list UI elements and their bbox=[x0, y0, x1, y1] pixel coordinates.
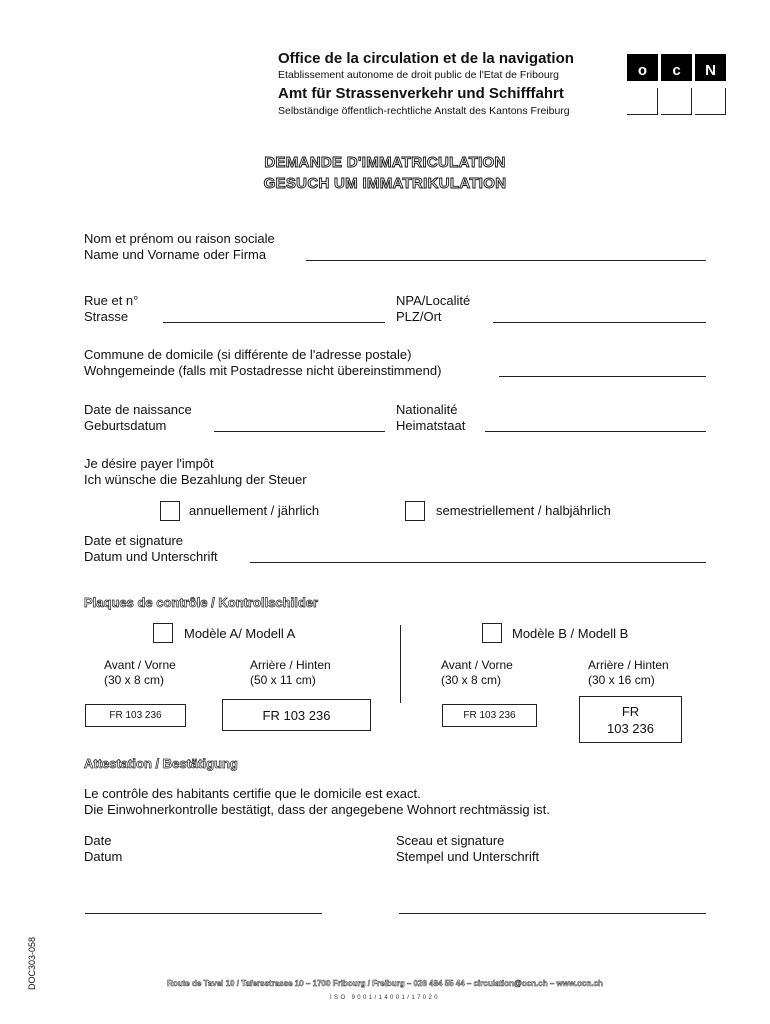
b-front-label: Avant / Vorne bbox=[441, 658, 513, 672]
a-front-size: (30 x 8 cm) bbox=[104, 673, 165, 687]
plates-divider bbox=[400, 625, 401, 703]
b-rear-label: Arrière / Hinten bbox=[588, 658, 669, 672]
footer-address: Route de Tavel 10 / Tafersstrasse 10 – 1700 Fribourg / Freiburg – 026 484 55 44 – circulation@ocn.ch – www.ocn.ch bbox=[167, 979, 603, 988]
commune-input-line[interactable] bbox=[499, 376, 706, 377]
npa-input-line[interactable] bbox=[493, 322, 706, 323]
seal-label-fr: Sceau et signature bbox=[396, 833, 505, 848]
logo-cell bbox=[695, 88, 726, 115]
seal-input-line[interactable] bbox=[399, 913, 706, 914]
plate-a-rear-text: FR 103 236 bbox=[262, 707, 331, 723]
name-input-line[interactable] bbox=[306, 260, 706, 261]
birthdate-label-fr: Date de naissance bbox=[84, 402, 192, 417]
org-name-de: Amt für Strassenverkehr und Schifffahrt bbox=[278, 85, 564, 102]
street-label-fr: Rue et n° bbox=[84, 293, 139, 308]
commune-label-de: Wohngemeinde (falls mit Postadresse nicht übereinstimmend) bbox=[84, 363, 442, 378]
attestation-heading: Attestation / Bestätigung bbox=[84, 756, 238, 771]
commune-label-fr: Commune de domicile (si différente de l'adresse postale) bbox=[84, 347, 412, 362]
nationality-label-de: Heimatstaat bbox=[396, 418, 466, 433]
plate-a-front-text: FR 103 236 bbox=[109, 710, 162, 721]
model-b-checkbox[interactable] bbox=[482, 623, 502, 643]
model-a-label: Modèle A/ Modell A bbox=[184, 626, 296, 641]
plate-b-rear-line1: FR bbox=[621, 703, 640, 719]
signature-input-line[interactable] bbox=[250, 562, 706, 563]
date-input-line[interactable] bbox=[85, 913, 322, 914]
npa-label-fr: NPA/Localité bbox=[396, 293, 471, 308]
b-rear-size: (30 x 16 cm) bbox=[588, 673, 655, 687]
annual-checkbox[interactable] bbox=[160, 501, 180, 521]
seal-label-de: Stempel und Unterschrift bbox=[396, 849, 540, 864]
plate-b-rear-line2: 103 236 bbox=[607, 720, 654, 736]
org-subtitle-de: Selbständige öffentlich-rechtliche Anstalt des Kantons Freiburg bbox=[278, 105, 570, 117]
model-b-label: Modèle B / Modell B bbox=[512, 626, 629, 641]
footer-iso: ISO 9001/14001/17020 bbox=[329, 995, 441, 1001]
nationality-input-line[interactable] bbox=[485, 431, 706, 432]
model-a-checkbox[interactable] bbox=[153, 623, 173, 643]
plate-b-rear bbox=[579, 696, 682, 743]
logo-letter-c: c bbox=[661, 54, 692, 81]
signature-label-fr: Date et signature bbox=[84, 533, 184, 548]
plate-b-front bbox=[442, 704, 537, 727]
semiannual-label: semestriellement / halbjährlich bbox=[436, 503, 611, 518]
tax-label-fr: Je désire payer l'impôt bbox=[84, 456, 214, 471]
nationality-label-fr: Nationalité bbox=[396, 402, 458, 417]
semiannual-checkbox[interactable] bbox=[405, 501, 425, 521]
form-title-fr: DEMANDE D'IMMATRICULATION bbox=[264, 154, 506, 171]
date-label-fr: Date bbox=[84, 833, 112, 848]
birthdate-label-de: Geburtsdatum bbox=[84, 418, 167, 433]
street-input-line[interactable] bbox=[163, 322, 385, 323]
plates-heading: Plaques de contrôle / Kontrollschilder bbox=[84, 595, 319, 610]
a-front-label: Avant / Vorne bbox=[104, 658, 176, 672]
street-label-de: Strasse bbox=[84, 309, 129, 324]
plate-a-front bbox=[85, 704, 186, 727]
signature-label-de: Datum und Unterschrift bbox=[84, 549, 218, 564]
a-rear-label: Arrière / Hinten bbox=[250, 658, 331, 672]
name-label-fr: Nom et prénom ou raison sociale bbox=[84, 231, 275, 246]
attestation-text-fr: Le contrôle des habitants certifie que le domicile est exact. bbox=[84, 786, 421, 801]
annual-label: annuellement / jährlich bbox=[189, 503, 320, 518]
logo-cell bbox=[661, 88, 692, 115]
logo-letter-n: N bbox=[695, 54, 726, 81]
tax-label-de: Ich wünsche die Bezahlung der Steuer bbox=[84, 472, 307, 487]
date-label-de: Datum bbox=[84, 849, 123, 864]
document-number: DOC303-058 bbox=[27, 936, 37, 990]
form-title-de: GESUCH UM IMMATRIKULATION bbox=[263, 175, 507, 192]
logo-letter-o: o bbox=[627, 54, 658, 81]
plate-a-rear bbox=[222, 699, 371, 731]
org-name-fr: Office de la circulation et de la navigation bbox=[278, 50, 574, 67]
b-front-size: (30 x 8 cm) bbox=[441, 673, 502, 687]
npa-label-de: PLZ/Ort bbox=[396, 309, 442, 324]
birthdate-input-line[interactable] bbox=[214, 431, 385, 432]
plate-b-front-text: FR 103 236 bbox=[463, 710, 516, 721]
a-rear-size: (50 x 11 cm) bbox=[250, 673, 316, 687]
name-label-de: Name und Vorname oder Firma bbox=[84, 247, 267, 262]
logo-cell bbox=[627, 88, 658, 115]
attestation-text-de: Die Einwohnerkontrolle bestätigt, dass der angegebene Wohnort rechtmässig ist. bbox=[84, 802, 550, 817]
org-subtitle-fr: Etablissement autonome de droit public de l'Etat de Fribourg bbox=[278, 69, 559, 81]
